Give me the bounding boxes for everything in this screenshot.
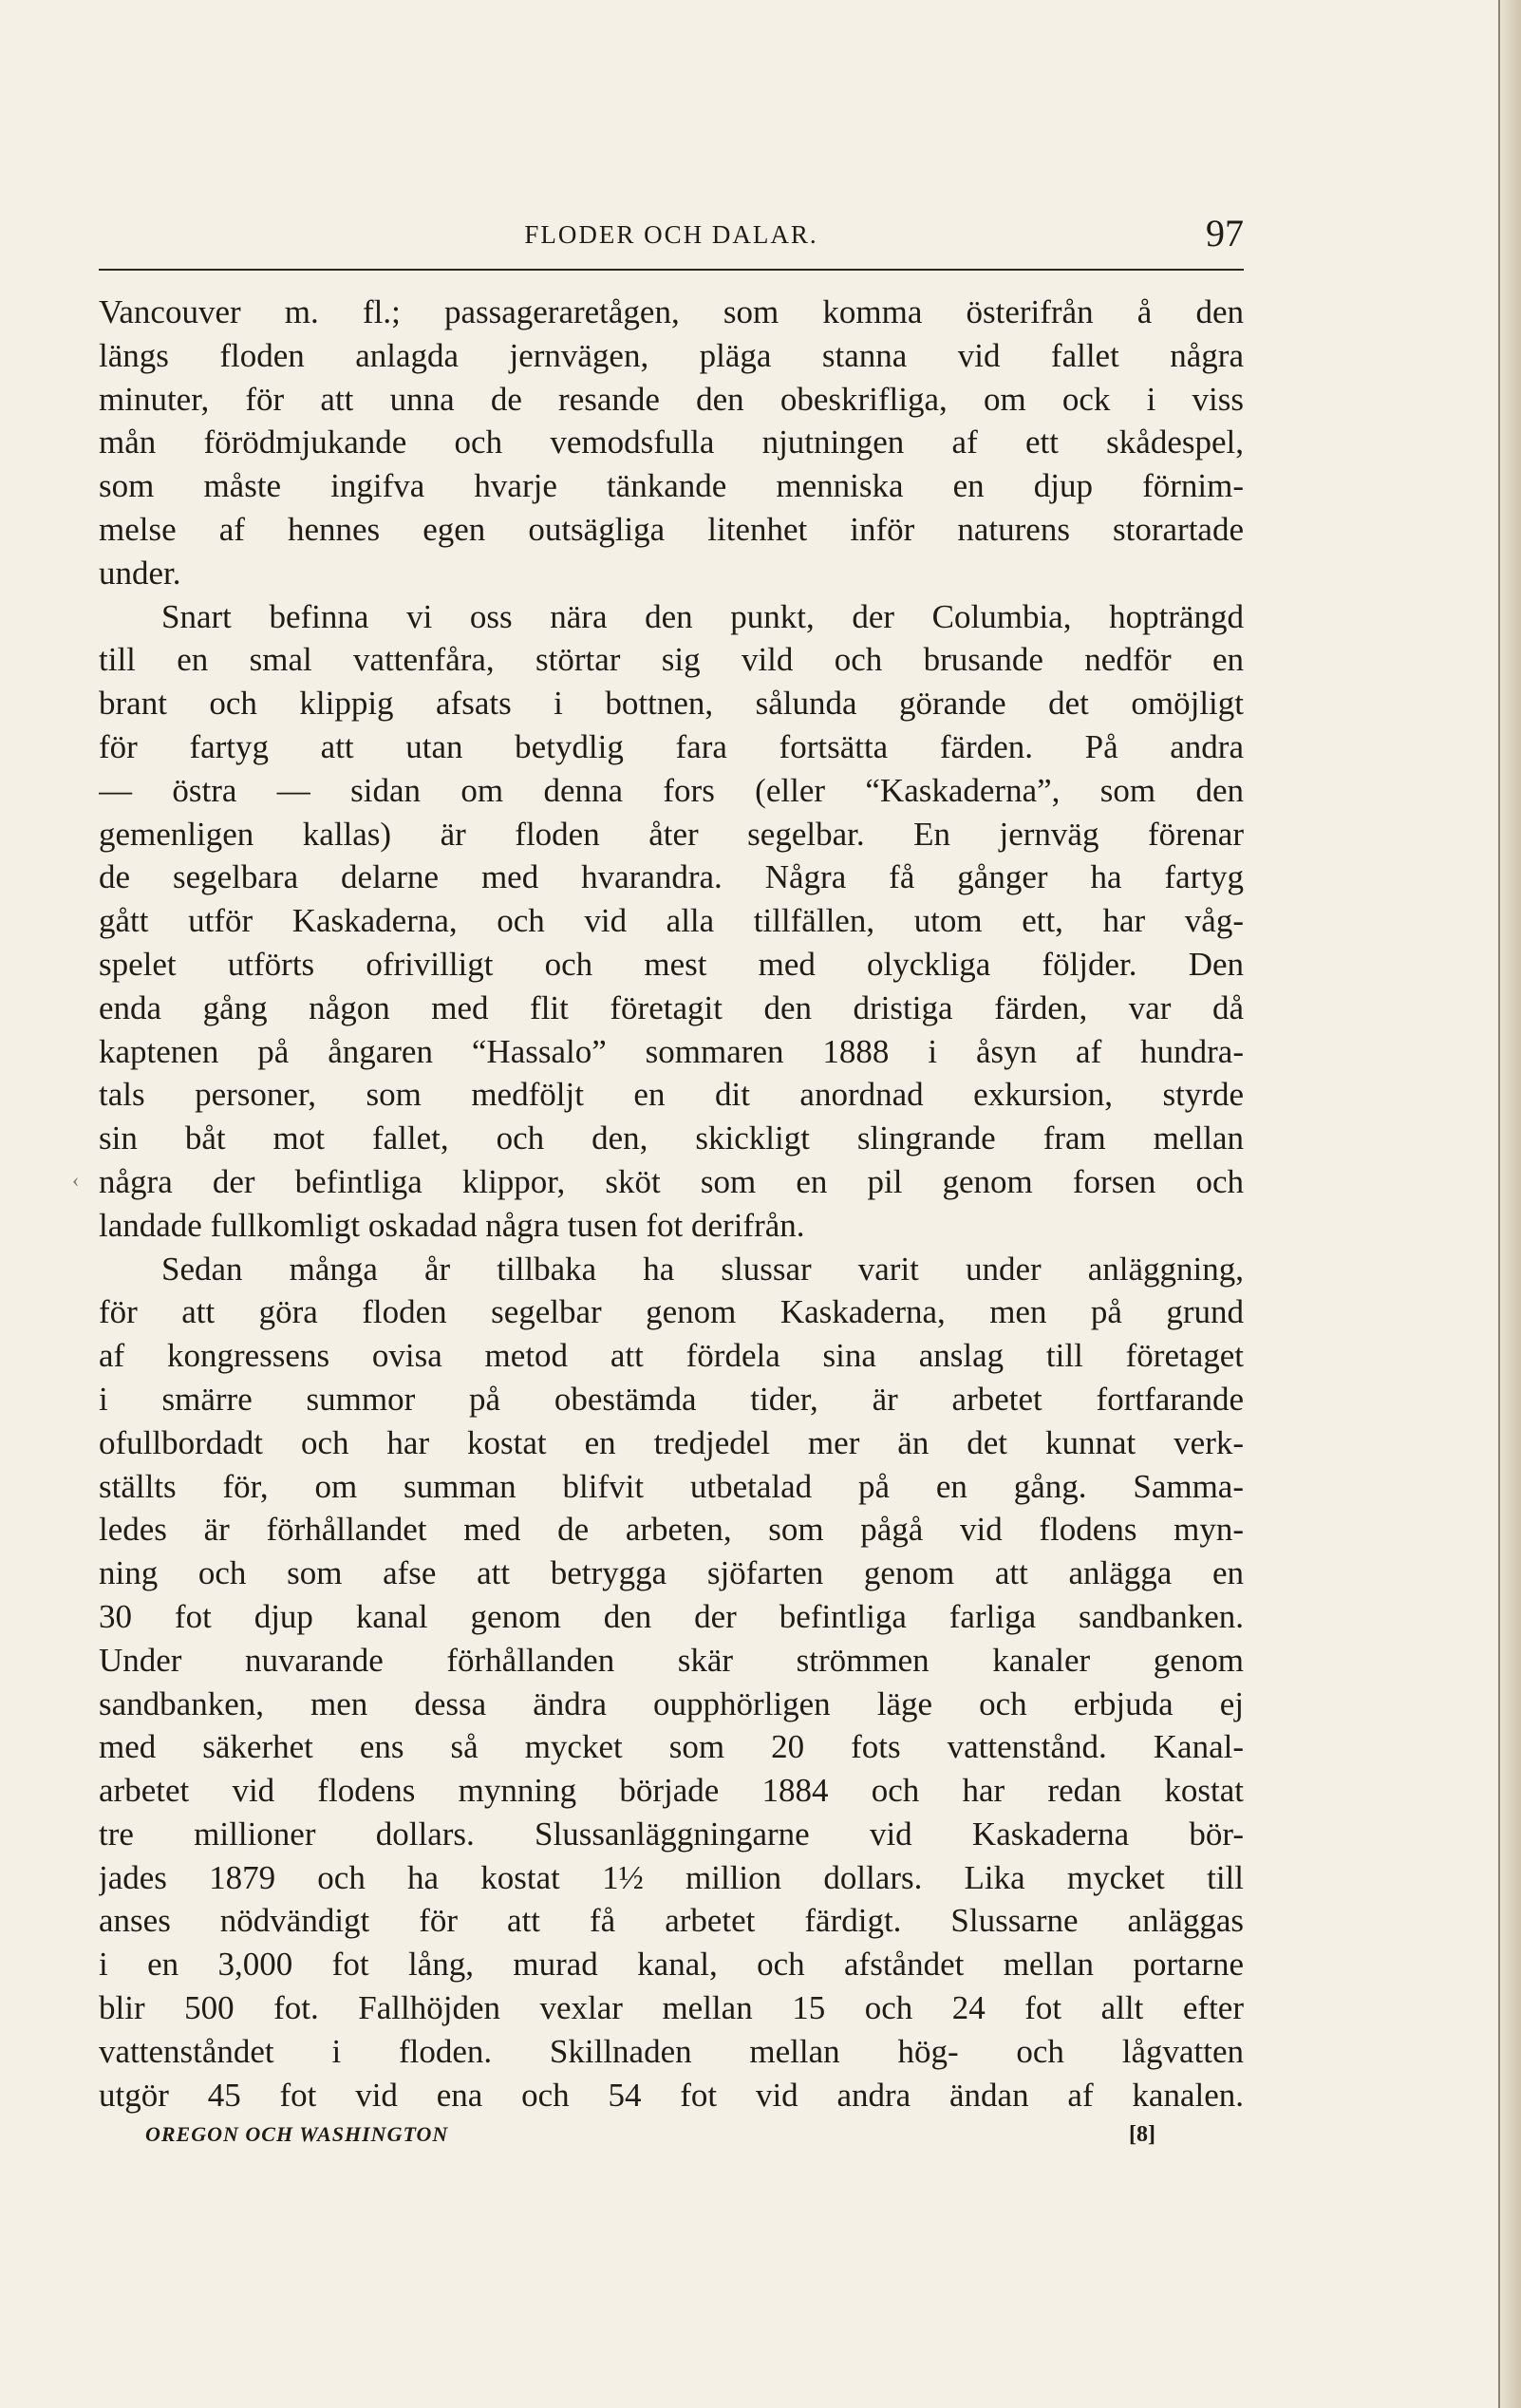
text-line: kaptenen på ångaren “Hassalo” sommaren 1888 i åsyn af hundra-: [99, 1032, 1244, 1070]
text-line: Vancouver m. fl.; passageraretågen, som komma österifrån å den: [99, 293, 1244, 330]
text-line: af kongressens ovisa metod att fördela sina anslag till företaget: [99, 1337, 1244, 1375]
text-line: som måste ingifva hvarje tänkande menniska en djup förnim-: [99, 467, 1244, 505]
text-line: gemenligen kallas) är floden åter segelbar. En jernväg förenar: [99, 815, 1244, 853]
text-line: i en 3,000 fot lång, murad kanal, och afståndet mellan portarne: [99, 1946, 1244, 1984]
text-line: för fartyg att utan betydlig fara fortsätta färden. På andra: [99, 727, 1244, 765]
text-line: längs floden anlagda jernvägen, pläga stanna vid fallet några: [99, 336, 1244, 374]
text-line: sandbanken, men dessa ändra oupphörligen läge och erbjuda ej: [99, 1684, 1244, 1722]
text-line: blir 500 fot. Fallhöjden vexlar mellan 15 och 24 fot allt efter: [99, 1989, 1244, 2027]
text-line: tre millioner dollars. Slussanläggningarne vid Kaskaderna bör-: [99, 1815, 1244, 1853]
running-head-title: FLODER OCH DALAR.: [524, 220, 818, 249]
text-line: arbetet vid flodens mynning började 1884 och har redan kostat: [99, 1772, 1244, 1810]
text-line: brant och klippig afsats i bottnen, sålunda görande det omöjligt: [99, 685, 1244, 723]
text-line: ledes är förhållandet med de arbeten, som pågå vid flodens myn-: [99, 1511, 1244, 1549]
text-line: med säkerhet ens så mycket som 20 fots vattenstånd. Kanal-: [99, 1728, 1244, 1766]
text-line: för att göra floden segelbar genom Kaskaderna, men på grund: [99, 1293, 1244, 1331]
paragraph-end-line: landade fullkomligt oskadad några tusen fot derifrån.: [99, 1206, 805, 1244]
page-number: 97: [1206, 212, 1244, 254]
text-line: mån förödmjukande och vemodsfulla njutningen af ett skådespel,: [99, 423, 1244, 461]
text-line: — östra — sidan om denna fors (eller “Kaskaderna”, som den: [99, 771, 1244, 809]
text-line: i smärre summor på obestämda tider, är arbetet fortfarande: [99, 1380, 1244, 1418]
text-line: melse af hennes egen outsägliga litenhet inför naturens storartade: [99, 510, 1244, 548]
text-line: de segelbara delarne med hvarandra. Några få gånger ha fartyg: [99, 858, 1244, 896]
text-line: tals personer, som medföljt en dit anordnad exkursion, styrde: [99, 1076, 1244, 1114]
text-line: ning och som afse att betrygga sjöfarten genom att anlägga en: [99, 1554, 1244, 1592]
text-line: ställts för, om summan blifvit utbetalad på en gång. Samma-: [99, 1467, 1244, 1505]
text-line: 30 fot djup kanal genom den der befintliga farliga sandbanken.: [99, 1597, 1244, 1635]
text-line: vattenståndet i floden. Skillnaden mellan hög- och lågvatten: [99, 2032, 1244, 2070]
text-line: Under nuvarande förhållanden skär strömmen kanaler genom: [99, 1641, 1244, 1679]
body-text: [99, 291, 1244, 2116]
running-head: [99, 211, 1244, 258]
page-edge-shadow: [1500, 0, 1521, 2408]
text-line: ofullbordadt och har kostat en tredjedel mer än det kunnat verk-: [99, 1423, 1244, 1461]
text-line: minuter, för att unna de resande den obeskrifliga, om ock i viss: [99, 380, 1244, 418]
text-line: spelet utförts ofrivilligt och mest med olyckliga följder. Den: [99, 945, 1244, 983]
text-line: några der befintliga klippor, sköt som en pil genom forsen och: [99, 1162, 1244, 1200]
text-line: utgör 45 fot vid ena och 54 fot vid andra ändan af kanalen.: [99, 2076, 1244, 2114]
header-rule: [99, 269, 1244, 271]
text-line: anses nödvändigt för att få arbetet färdigt. Slussarne anläggas: [99, 1902, 1244, 1940]
margin-mark: ‹: [72, 1168, 80, 1192]
signature-mark: OREGON OCH WASHINGTON: [145, 2122, 449, 2146]
paragraph-first-line: Sedan många år tillbaka ha slussar varit under anläggning,: [161, 1250, 1244, 1288]
text-line: gått utför Kaskaderna, och vid alla tillfällen, utom ett, har våg-: [99, 902, 1244, 940]
text-line: sin båt mot fallet, och den, skickligt slingrande fram mellan: [99, 1119, 1244, 1157]
sheet-number: [8]: [1129, 2122, 1155, 2147]
paragraph-first-line: Snart befinna vi oss nära den punkt, der Columbia, hopträngd: [161, 597, 1244, 635]
paragraph-end-line: under.: [99, 554, 181, 592]
text-line: jades 1879 och ha kostat 1½ million dollars. Lika mycket till: [99, 1858, 1244, 1896]
text-line: enda gång någon med flit företagit den dristiga färden, var då: [99, 988, 1244, 1026]
text-line: till en smal vattenfåra, störtar sig vild och brusande nedför en: [99, 641, 1244, 679]
